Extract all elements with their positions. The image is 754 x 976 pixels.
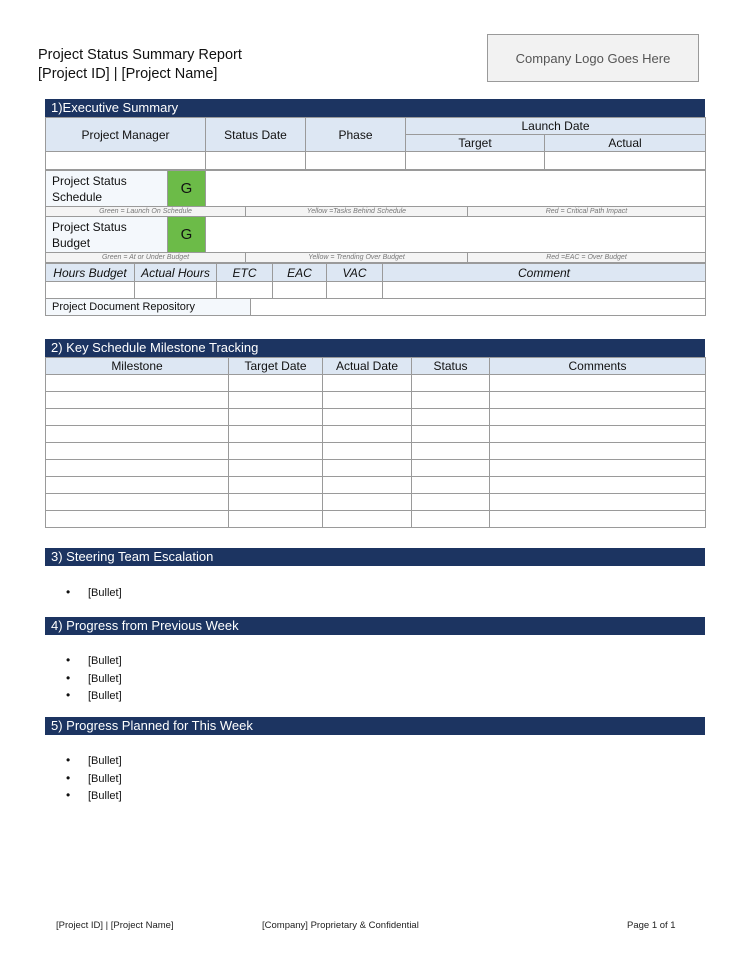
section-4-bullets [66, 652, 122, 705]
schedule-notes-cell[interactable] [206, 171, 706, 207]
phase-cell[interactable] [306, 152, 406, 170]
budget-figures-table [45, 263, 706, 299]
milestone-table [45, 357, 706, 528]
repository-table [45, 298, 706, 316]
col-status: Status [412, 358, 490, 375]
title-line-2: [Project ID] | [Project Name] [38, 66, 218, 82]
col-actual-date: Actual Date [323, 358, 412, 375]
section-5-bar: 5) Progress Planned for This Week [45, 717, 705, 735]
bullet-item[interactable]: • [Bullet] [66, 787, 122, 805]
budget-legend-red: Red =EAC = Over Budget [468, 253, 706, 263]
status-date-cell[interactable] [206, 152, 306, 170]
table-row [46, 443, 706, 460]
etc-cell[interactable] [217, 282, 273, 299]
section-4-bar: 4) Progress from Previous Week [45, 617, 705, 635]
col-etc: ETC [217, 264, 273, 282]
col-target-date: Target Date [229, 358, 323, 375]
repository-label: Project Document Repository [46, 299, 251, 316]
legend-green: Green = Launch On Schedule [46, 207, 246, 217]
col-phase: Phase [306, 118, 406, 152]
budget-notes-cell[interactable] [206, 217, 706, 253]
budget-status-indicator[interactable]: G [168, 217, 206, 253]
col-milestone: Milestone [46, 358, 229, 375]
vac-cell[interactable] [327, 282, 383, 299]
report-title [38, 46, 242, 84]
schedule-status-indicator[interactable]: G [168, 171, 206, 207]
col-actual-hours: Actual Hours [135, 264, 217, 282]
actual-hours-cell[interactable] [135, 282, 217, 299]
table-row [46, 511, 706, 528]
bullet-item[interactable]: • [Bullet] [66, 584, 122, 602]
launch-actual-cell[interactable] [545, 152, 706, 170]
schedule-label: Project Status Schedule [46, 171, 168, 207]
table-row [46, 426, 706, 443]
bullet-item[interactable]: • [Bullet] [66, 687, 122, 705]
schedule-status-table [45, 170, 706, 207]
legend-yellow: Yellow =Tasks Behind Schedule [246, 207, 468, 217]
col-comment: Comment [383, 264, 706, 282]
budget-status-table [45, 216, 706, 253]
table-row [46, 375, 706, 392]
bullet-item[interactable]: • [Bullet] [66, 752, 122, 770]
executive-summary-table [45, 117, 706, 170]
col-actual: Actual [545, 135, 706, 152]
legend-red: Red = Critical Path Impact [468, 207, 706, 217]
table-row [46, 477, 706, 494]
bullet-item[interactable]: • [Bullet] [66, 670, 122, 688]
title-line-1: Project Status Summary Report [38, 47, 242, 63]
footer-project: [Project ID] | [Project Name] [56, 920, 174, 931]
table-row [46, 460, 706, 477]
footer-confidential: [Company] Proprietary & Confidential [262, 920, 419, 931]
section-1-bar: 1)Executive Summary [45, 99, 705, 117]
budget-legend-green: Green = At or Under Budget [46, 253, 246, 263]
comment-cell[interactable] [383, 282, 706, 299]
table-row [46, 392, 706, 409]
section-3-bullets [66, 584, 122, 602]
budget-label: Project Status Budget [46, 217, 168, 253]
col-eac: EAC [273, 264, 327, 282]
budget-legend [45, 252, 706, 263]
table-row [46, 494, 706, 511]
footer-page-number: Page 1 of 1 [627, 920, 676, 931]
company-logo-placeholder: Company Logo Goes Here [487, 34, 699, 82]
section-2-bar: 2) Key Schedule Milestone Tracking [45, 339, 705, 357]
col-vac: VAC [327, 264, 383, 282]
section-5-bullets [66, 752, 122, 805]
project-manager-cell[interactable] [46, 152, 206, 170]
col-hours-budget: Hours Budget [46, 264, 135, 282]
section-3-bar: 3) Steering Team Escalation [45, 548, 705, 566]
repository-link-cell[interactable] [251, 299, 706, 316]
bullet-item[interactable]: • [Bullet] [66, 652, 122, 670]
col-project-manager: Project Manager [46, 118, 206, 152]
table-row [46, 409, 706, 426]
col-comments: Comments [490, 358, 706, 375]
budget-legend-yellow: Yellow = Trending Over Budget [246, 253, 468, 263]
col-status-date: Status Date [206, 118, 306, 152]
bullet-item[interactable]: • [Bullet] [66, 770, 122, 788]
eac-cell[interactable] [273, 282, 327, 299]
col-target: Target [406, 135, 545, 152]
launch-target-cell[interactable] [406, 152, 545, 170]
col-launch-date: Launch Date [406, 118, 706, 135]
hours-budget-cell[interactable] [46, 282, 135, 299]
